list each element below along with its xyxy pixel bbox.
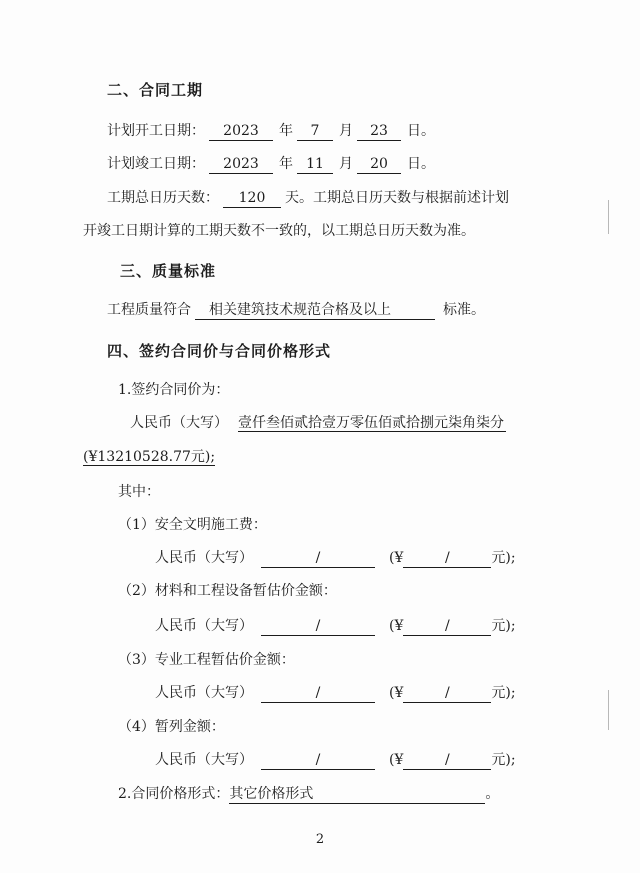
sub-item-provisional: （4）暂列金额： <box>118 719 225 735</box>
month-char: 月 <box>339 123 353 139</box>
contract-price-amount <box>83 447 215 467</box>
quality-line <box>107 300 485 320</box>
section-heading-quality: 三、质量标准 <box>120 262 217 280</box>
yuan-close: 元); <box>491 685 516 701</box>
duration-text: 天。工期总日历天数与根据前述计划 <box>285 190 509 206</box>
duration-label: 工期总日历天数： <box>107 190 219 206</box>
price-form-value: 其它价格形式 <box>229 785 485 804</box>
duration-value: 120 <box>223 189 281 208</box>
sub-item-material: （2）材料和工程设备暂估价金额： <box>118 583 337 599</box>
year-char: 年 <box>279 123 293 139</box>
end-year: 2023 <box>209 155 273 174</box>
rmb-label: 人民币（大写） <box>155 550 253 566</box>
quality-standard: 相关建筑技术规范合格及以上 <box>195 301 435 320</box>
yen-open: (¥ <box>389 752 404 768</box>
price-form-label: 2.合同价格形式： <box>118 786 230 802</box>
quality-suffix: 标准。 <box>443 302 485 318</box>
start-date-label: 计划开工日期： <box>107 123 205 139</box>
sub-item-professional: （3）专业工程暂估价金额： <box>118 652 295 668</box>
section-heading-price: 四、签约合同价与合同价格形式 <box>107 342 332 360</box>
price-form-end: 。 <box>485 786 500 802</box>
price-form-line <box>118 784 499 804</box>
duration-line <box>107 188 509 208</box>
start-month: 7 <box>297 122 333 141</box>
month-char: 月 <box>339 156 353 172</box>
amount-open: (¥ <box>83 449 98 465</box>
scan-edge-mark <box>608 690 615 730</box>
rmb-upper-value: 壹仟叁佰贰拾壹万零伍佰贰拾捌元柒角柒分 <box>238 415 504 431</box>
rmb-label: 人民币（大写） <box>155 685 253 701</box>
yen-blank: / <box>403 549 491 568</box>
rmb-upper-blank: / <box>261 549 375 568</box>
day-char: 日。 <box>407 123 435 139</box>
sub-item-safety: （1）安全文明施工费： <box>118 517 267 533</box>
contract-price-label: 1.签约合同价为： <box>118 382 230 398</box>
rmb-upper-blank: / <box>261 617 375 636</box>
rmb-upper-blank: / <box>261 751 375 770</box>
quality-prefix: 工程质量符合 <box>107 302 191 318</box>
rmb-upper-blank: / <box>261 684 375 703</box>
start-day: 23 <box>357 122 401 141</box>
among-label: 其中： <box>118 484 160 500</box>
duration-text-continued: 开竣工日期计算的工期天数不一致的，以工期总日历天数为准。 <box>83 223 475 239</box>
end-day: 20 <box>357 155 401 174</box>
sub-item-material-amount <box>155 616 516 636</box>
yen-open: (¥ <box>389 550 404 566</box>
amount-close: 元); <box>190 449 216 465</box>
yen-blank: / <box>403 617 491 636</box>
page-number: 2 <box>315 832 325 847</box>
rmb-label: 人民币（大写） <box>155 752 253 768</box>
rmb-upper-label: 人民币（大写） <box>130 415 228 431</box>
yuan-close: 元); <box>491 752 516 768</box>
planned-start-date <box>107 121 435 141</box>
end-month: 11 <box>297 155 333 174</box>
amount-value: 13210528.77 <box>97 449 191 465</box>
day-char: 日。 <box>407 156 435 172</box>
sub-item-safety-amount <box>155 548 516 568</box>
yen-open: (¥ <box>389 685 404 701</box>
yen-blank: / <box>403 684 491 703</box>
sub-item-professional-amount <box>155 683 516 703</box>
end-date-label: 计划竣工日期： <box>107 156 205 172</box>
scan-edge-mark <box>608 200 615 234</box>
year-char: 年 <box>279 156 293 172</box>
section-heading-duration: 二、合同工期 <box>107 81 204 99</box>
sub-item-provisional-amount <box>155 750 516 770</box>
start-year: 2023 <box>209 122 273 141</box>
planned-end-date <box>107 154 435 174</box>
contract-price-upper <box>130 413 506 433</box>
rmb-label: 人民币（大写） <box>155 618 253 634</box>
yuan-close: 元); <box>491 550 516 566</box>
yen-blank: / <box>403 751 491 770</box>
yuan-close: 元); <box>491 618 516 634</box>
yen-open: (¥ <box>389 618 404 634</box>
